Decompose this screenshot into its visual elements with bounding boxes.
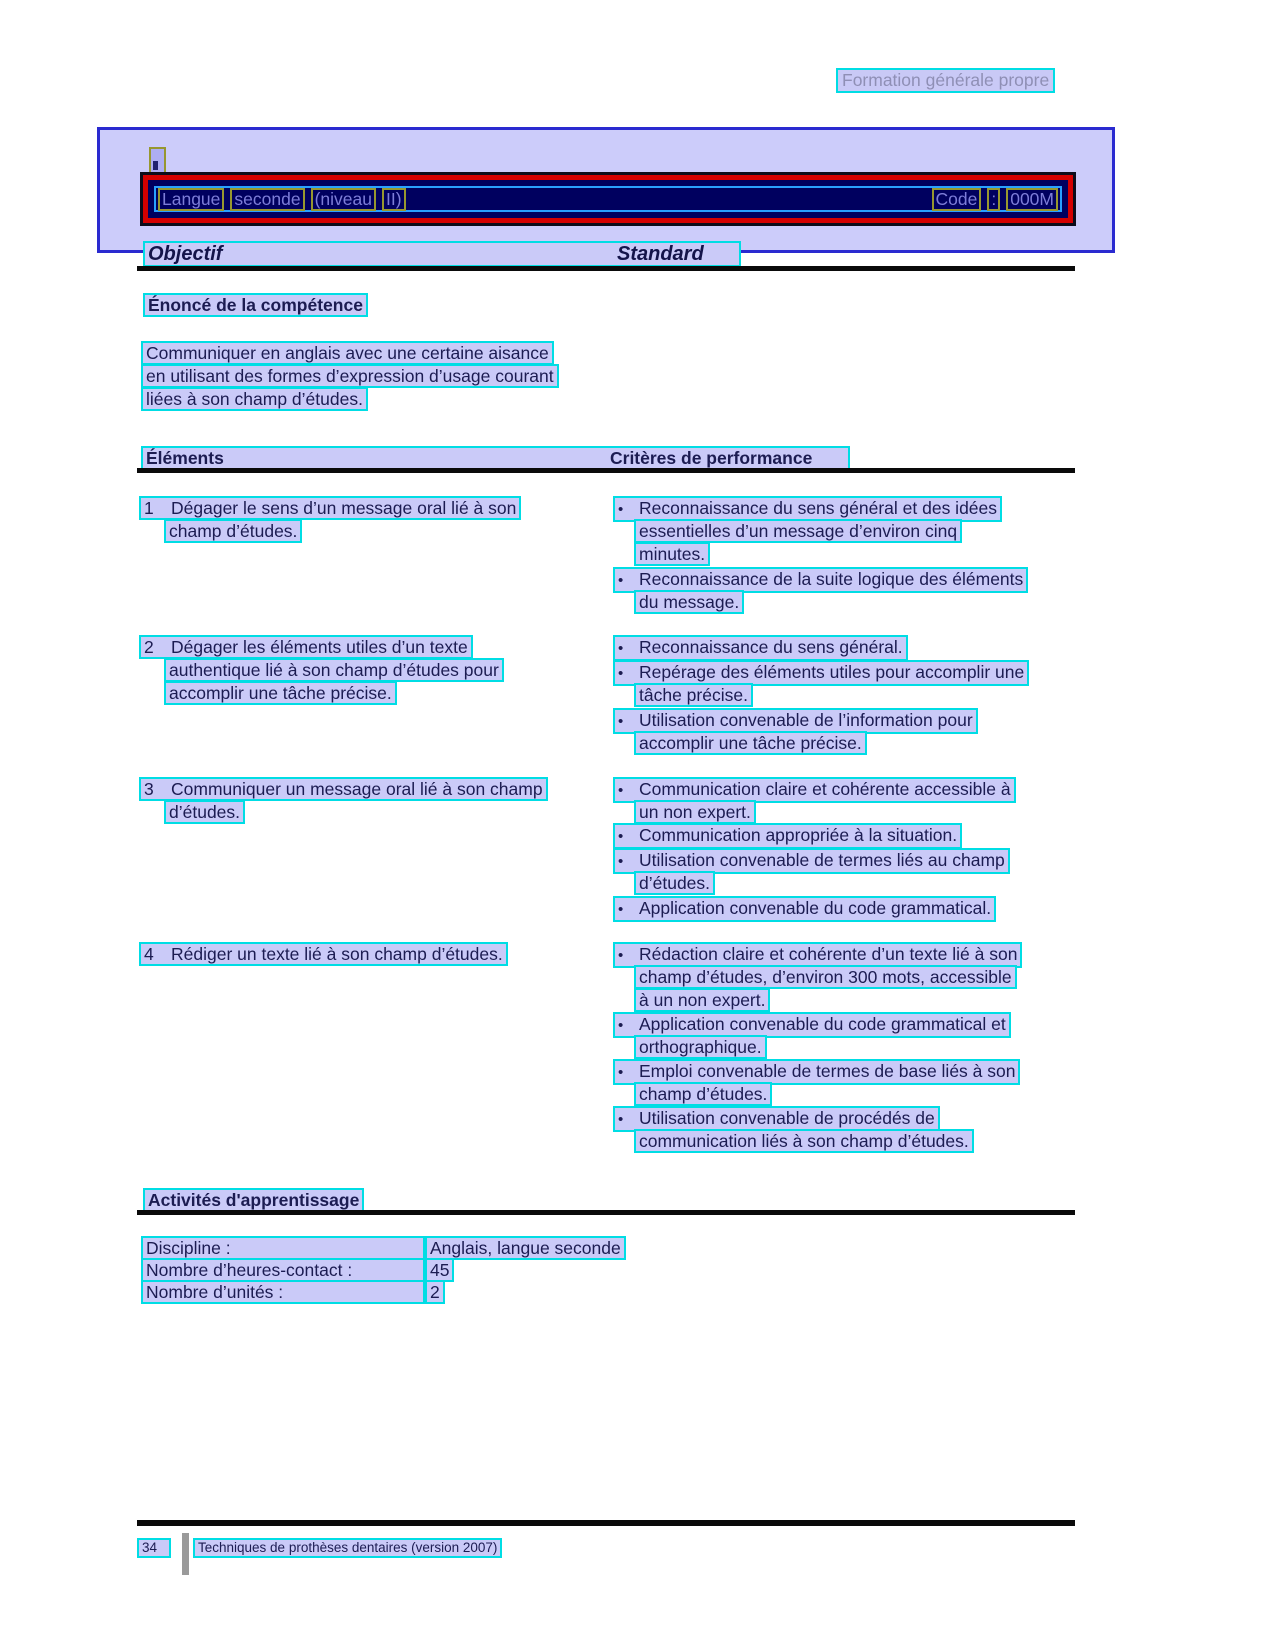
criterion-line [613, 823, 962, 849]
info-value: 45 [425, 1258, 454, 1282]
bullet-icon: • [618, 853, 624, 870]
bullet-icon: • [618, 828, 624, 845]
bullet-icon: • [618, 901, 624, 918]
element-number: 1 [144, 498, 154, 518]
enonce-heading: Énoncé de la compétence [143, 293, 368, 317]
cursor-mark-box [149, 147, 166, 174]
criterion-text: Rédaction claire et cohérente d’un texte lié à son [639, 944, 1018, 964]
info-label: Discipline : [141, 1236, 425, 1260]
element-line [139, 777, 548, 801]
criterion-text: Reconnaissance de la suite logique des éléments [639, 569, 1024, 589]
info-value: 2 [425, 1280, 445, 1304]
code-word: Code [932, 188, 982, 211]
objectif-standard-row [143, 241, 741, 267]
criterion-line: champ d’études, d’environ 300 mots, accessible [634, 965, 1017, 989]
heading-standard: Standard [617, 243, 704, 265]
criterion-text: Communication claire et cohérente accessible à [639, 779, 1011, 799]
element-number: 4 [144, 944, 154, 964]
heading-objectif: Objectif [148, 243, 223, 265]
criterion-text: Application convenable du code grammatical et [639, 1014, 1006, 1034]
info-row [141, 1258, 425, 1282]
element-text: Dégager le sens d’un message oral lié à son [171, 498, 517, 518]
horizontal-rule [137, 468, 1075, 473]
course-title [158, 188, 406, 211]
competence-line: liées à son champ d’études. [141, 387, 368, 411]
bullet-icon: • [618, 1064, 624, 1081]
course-header-box [97, 127, 1115, 253]
running-head: Formation générale propre [836, 68, 1055, 93]
heading-criteres: Critères de performance [610, 448, 813, 468]
activites-heading: Activités d'apprentissage [143, 1188, 364, 1212]
competence-line: Communiquer en anglais avec une certaine aisance [141, 341, 554, 365]
element-number: 2 [144, 637, 154, 657]
bullet-icon: • [618, 713, 624, 730]
criterion-line: tâche précise. [634, 683, 753, 707]
criterion-text: Application convenable du code grammatical. [639, 898, 992, 918]
criterion-line: essentielles d’un message d’environ cinq [634, 519, 962, 543]
criterion-line [613, 635, 908, 661]
criterion-line: communication liés à son champ d’études. [634, 1129, 974, 1153]
bullet-icon: • [618, 501, 624, 518]
cursor-mark [153, 161, 158, 170]
element-line [139, 942, 508, 966]
element-line: authentique lié à son champ d’études pour [164, 658, 504, 682]
horizontal-rule [137, 1210, 1075, 1215]
bullet-icon: • [618, 665, 624, 682]
element-line [139, 635, 473, 659]
criterion-text: Utilisation convenable de termes liés au champ [639, 850, 1005, 870]
criterion-line [613, 896, 996, 922]
footer-divider-bar [182, 1533, 189, 1575]
criterion-text: Communication appropriée à la situation. [639, 825, 958, 845]
elements-criteres-row [141, 446, 850, 470]
info-row [141, 1236, 425, 1260]
heading-elements: Éléments [146, 448, 224, 468]
course-code [932, 188, 1059, 211]
course-title-bar [140, 172, 1076, 226]
info-label: Nombre d’heures-contact : [141, 1258, 425, 1282]
horizontal-rule [137, 266, 1075, 271]
element-text: Dégager les éléments utiles d’un texte [171, 637, 468, 657]
criterion-line: minutes. [634, 542, 710, 566]
criterion-line: du message. [634, 590, 744, 614]
title-word: Langue [158, 188, 224, 211]
criterion-line: champ d’études. [634, 1082, 772, 1106]
criterion-text: Reconnaissance du sens général et des idées [639, 498, 998, 518]
criterion-text: Emploi convenable de termes de base liés à son [639, 1061, 1016, 1081]
criterion-line: un non expert. [634, 800, 756, 824]
element-line [139, 496, 521, 520]
bullet-icon: • [618, 572, 624, 589]
bullet-icon: • [618, 1111, 624, 1128]
element-line: accomplir une tâche précise. [164, 681, 397, 705]
title-word: seconde [230, 188, 304, 211]
bullet-icon: • [618, 782, 624, 799]
title-word: (niveau [311, 188, 376, 211]
red-frame [143, 175, 1073, 223]
criterion-text: Utilisation convenable de l’information pour [639, 710, 973, 730]
criterion-line: orthographique. [634, 1035, 767, 1059]
criterion-line: d’études. [634, 871, 715, 895]
info-label: Nombre d’unités : [141, 1280, 425, 1304]
footer-text: Techniques de prothèses dentaires (version 2007) [193, 1538, 502, 1558]
element-line: d’études. [164, 800, 245, 824]
info-row [141, 1280, 425, 1304]
horizontal-rule [137, 1520, 1075, 1526]
element-number: 3 [144, 779, 154, 799]
bullet-icon: • [618, 640, 624, 657]
info-value: Anglais, langue seconde [425, 1236, 626, 1260]
bullet-icon: • [618, 947, 624, 964]
element-text: Communiquer un message oral lié à son champ [171, 779, 543, 799]
code-word: 000M [1006, 188, 1058, 211]
title-word: II) [382, 188, 406, 211]
criterion-text: Utilisation convenable de procédés de [639, 1108, 935, 1128]
element-text: Rédiger un texte lié à son champ d’études. [171, 944, 503, 964]
page-number: 34 [137, 1538, 171, 1558]
title-line-box [154, 186, 1062, 212]
criterion-text: Repérage des éléments utiles pour accomplir une [639, 662, 1025, 682]
criterion-line: accomplir une tâche précise. [634, 731, 867, 755]
bullet-icon: • [618, 1017, 624, 1034]
competence-line: en utilisant des formes d’expression d’usage courant [141, 364, 559, 388]
criterion-text: Reconnaissance du sens général. [639, 637, 903, 657]
code-word: : [987, 188, 1000, 211]
criterion-line: à un non expert. [634, 988, 770, 1012]
element-line: champ d’études. [164, 519, 302, 543]
